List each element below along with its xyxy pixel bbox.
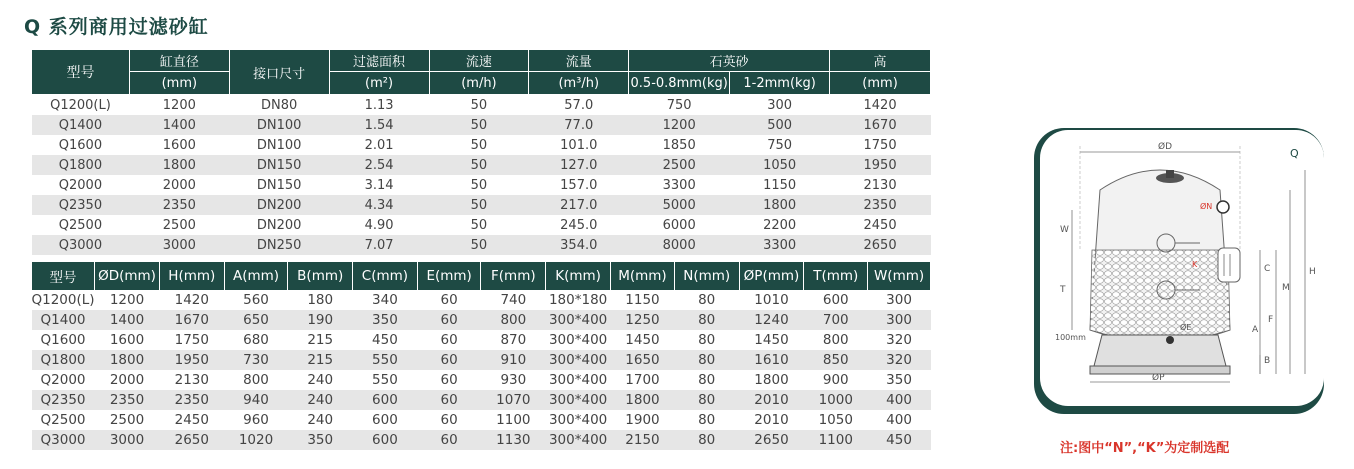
dim-table-row <box>32 310 931 330</box>
table-cell: 740 <box>500 292 527 308</box>
table-cell: 2350 <box>830 195 931 215</box>
dim-header-cell: W(mm) <box>868 262 931 290</box>
table-cell: DN150 <box>256 177 302 193</box>
table-cell: 1000 <box>804 390 868 410</box>
spec-table <box>31 49 931 255</box>
table-cell: 320 <box>886 332 912 348</box>
table-cell: 300*400 <box>546 430 611 450</box>
table-cell: Q2500 <box>40 412 86 428</box>
table-cell: DN100 <box>229 115 329 135</box>
spec-table-row <box>32 235 931 255</box>
table-cell: 500 <box>730 115 830 135</box>
table-cell: 60 <box>417 350 481 370</box>
dim-header-cell: B(mm) <box>288 262 353 290</box>
table-cell: 240 <box>307 412 334 428</box>
table-cell: 215 <box>288 350 353 370</box>
dim-header-cell: F(mm) <box>481 262 546 290</box>
table-cell: 600 <box>353 430 418 450</box>
table-cell: 1130 <box>481 430 546 450</box>
table-cell: 600 <box>353 390 418 410</box>
table-cell: 1.13 <box>364 97 394 113</box>
table-cell: Q1800 <box>32 155 130 175</box>
table-cell: 1750 <box>174 332 209 348</box>
table-cell: 60 <box>440 292 458 308</box>
table-cell: Q1200(L) <box>31 292 95 308</box>
table-cell: 4.90 <box>364 217 394 233</box>
table-cell: 80 <box>698 292 716 308</box>
table-cell: 2200 <box>763 217 797 233</box>
table-cell: 800 <box>822 332 849 348</box>
table-cell: 350 <box>886 372 912 388</box>
table-cell: 180 <box>307 292 334 308</box>
table-cell: 80 <box>698 412 716 428</box>
label-e: ØE <box>1180 323 1192 332</box>
table-cell: 217.0 <box>529 195 629 215</box>
table-cell: 50 <box>470 97 488 113</box>
table-cell: DN100 <box>256 137 302 153</box>
table-cell: 350 <box>288 430 353 450</box>
table-cell: 1100 <box>496 412 531 428</box>
table-cell: 240 <box>307 372 334 388</box>
table-cell: 80 <box>674 350 739 370</box>
table-cell: Q1400 <box>32 115 130 135</box>
table-cell: 300*400 <box>546 390 611 410</box>
label-d: ØD <box>1158 142 1173 152</box>
header-area: 过滤面积 <box>329 50 429 72</box>
table-cell: Q3000 <box>32 235 130 255</box>
label-m: M <box>1282 283 1290 293</box>
dim-header-cell: H(mm) <box>159 262 224 290</box>
dim-header-cell: ØD(mm) <box>95 262 160 290</box>
header-flow-unit: (m³/h) <box>529 72 629 95</box>
table-cell: 2130 <box>863 177 897 193</box>
table-cell: 1200 <box>629 115 730 135</box>
table-cell: 80 <box>674 430 739 450</box>
table-cell: 1100 <box>804 430 868 450</box>
table-cell: 60 <box>440 372 458 388</box>
table-cell: 60 <box>440 412 458 428</box>
table-cell: 300 <box>886 292 912 308</box>
table-cell: 2000 <box>162 177 196 193</box>
table-cell: 1900 <box>625 412 660 428</box>
header-flow: 流量 <box>529 50 629 72</box>
table-cell: 2350 <box>95 390 160 410</box>
label-w: W <box>1060 225 1069 235</box>
table-cell: Q1600 <box>58 137 103 153</box>
dim-header-cell: ØP(mm) <box>739 262 804 290</box>
table-cell: 1050 <box>818 412 853 428</box>
header-port: 接口尺寸 <box>229 50 329 95</box>
table-cell: 1670 <box>830 115 931 135</box>
header-speed-unit: (m/h) <box>429 72 529 95</box>
table-cell: 300*400 <box>548 412 608 428</box>
table-cell: 190 <box>288 310 353 330</box>
table-cell: 60 <box>417 390 481 410</box>
spec-table-row <box>32 175 931 195</box>
table-cell: 50 <box>470 217 488 233</box>
table-cell: 240 <box>288 390 353 410</box>
sand-filter-diagram <box>1040 130 1324 406</box>
table-cell: 80 <box>698 372 716 388</box>
table-cell: DN250 <box>229 235 329 255</box>
header-sand: 石英砂 <box>629 50 830 72</box>
table-cell: 50 <box>470 137 488 153</box>
dim-header-cell: K(mm) <box>546 262 611 290</box>
header-area-unit: (m²) <box>329 72 429 95</box>
table-cell: 1950 <box>159 350 224 370</box>
table-cell: 2010 <box>739 390 804 410</box>
table-cell: 60 <box>417 310 481 330</box>
table-cell: 50 <box>429 115 529 135</box>
spec-table-row <box>32 115 931 135</box>
header-height-unit: (mm) <box>830 72 931 95</box>
spec-table-row <box>32 215 931 235</box>
label-f: F <box>1268 315 1274 325</box>
table-cell: 450 <box>868 430 931 450</box>
label-series: Q <box>1290 147 1299 160</box>
label-p: ØP <box>1152 373 1165 383</box>
table-cell: 3300 <box>730 235 830 255</box>
table-cell: 300*400 <box>548 332 608 348</box>
table-cell: 1800 <box>95 350 160 370</box>
table-cell: 1020 <box>224 430 288 450</box>
table-cell: 750 <box>767 137 793 153</box>
table-cell: 350 <box>353 310 418 330</box>
label-t: T <box>1060 285 1066 295</box>
table-cell: 3300 <box>662 177 696 193</box>
table-cell: 180*180 <box>548 292 608 308</box>
dim-table-row <box>32 410 931 430</box>
table-cell: 50 <box>470 177 488 193</box>
table-cell: 1700 <box>625 372 660 388</box>
label-k: K <box>1192 260 1198 269</box>
table-cell: Q2000 <box>58 177 103 193</box>
table-cell: 700 <box>804 310 868 330</box>
dim-header-cell: 型号 <box>32 262 95 290</box>
table-cell: 4.34 <box>329 195 429 215</box>
table-cell: 50 <box>429 195 529 215</box>
dim-table-row <box>32 350 931 370</box>
table-cell: 800 <box>481 310 546 330</box>
dim-header-cell: N(mm) <box>674 262 739 290</box>
table-cell: 940 <box>224 390 288 410</box>
label-c: C <box>1264 264 1271 274</box>
table-cell: 300*400 <box>548 372 608 388</box>
table-cell: 2650 <box>739 430 804 450</box>
table-cell: DN80 <box>261 97 298 113</box>
table-cell: Q2500 <box>58 217 103 233</box>
table-cell: 1670 <box>159 310 224 330</box>
table-cell: 1.54 <box>329 115 429 135</box>
table-cell: 930 <box>500 372 527 388</box>
table-cell: 80 <box>674 310 739 330</box>
table-cell: 215 <box>307 332 334 348</box>
header-speed: 流速 <box>429 50 529 72</box>
table-cell: 1600 <box>162 137 196 153</box>
table-cell: 2450 <box>174 412 209 428</box>
table-cell: 1420 <box>174 292 209 308</box>
table-cell: 1240 <box>739 310 804 330</box>
table-cell: 2450 <box>863 217 897 233</box>
table-cell: 2350 <box>159 390 224 410</box>
table-cell: 960 <box>243 412 269 428</box>
table-cell: 1600 <box>109 332 145 348</box>
header-diameter-unit: (mm) <box>129 72 229 95</box>
table-cell: 3.14 <box>364 177 394 193</box>
table-cell: DN200 <box>256 217 302 233</box>
table-cell: 1200 <box>109 292 145 308</box>
table-cell: 1010 <box>754 292 789 308</box>
table-cell: 680 <box>243 332 269 348</box>
table-cell: 354.0 <box>529 235 629 255</box>
table-cell: 910 <box>481 350 546 370</box>
table-cell: 57.0 <box>564 97 594 113</box>
spec-table-row <box>32 95 931 116</box>
table-cell: 1800 <box>754 372 789 388</box>
table-cell: 77.0 <box>529 115 629 135</box>
table-cell: 2000 <box>109 372 145 388</box>
table-cell: 1800 <box>611 390 675 410</box>
table-cell: 1150 <box>763 177 797 193</box>
table-cell: 1450 <box>625 332 660 348</box>
table-cell: 2650 <box>159 430 224 450</box>
table-cell: 400 <box>868 390 931 410</box>
table-cell: 550 <box>353 350 418 370</box>
label-h: H <box>1309 267 1316 277</box>
table-cell: 850 <box>804 350 868 370</box>
table-cell: 1610 <box>739 350 804 370</box>
table-cell: 300*400 <box>546 310 611 330</box>
table-cell: 50 <box>429 155 529 175</box>
table-cell: 650 <box>224 310 288 330</box>
table-cell: DN150 <box>229 155 329 175</box>
spec-table-row <box>32 155 931 175</box>
table-cell: 3000 <box>129 235 229 255</box>
header-sand-coarse: 1-2mm(kg) <box>730 72 830 95</box>
table-cell: 2500 <box>629 155 730 175</box>
table-cell: 450 <box>372 332 398 348</box>
table-cell: 60 <box>417 430 481 450</box>
dim-header-cell: C(mm) <box>353 262 418 290</box>
table-cell: 300 <box>767 97 793 113</box>
table-cell: Q2350 <box>32 390 95 410</box>
dim-header-cell: M(mm) <box>611 262 675 290</box>
label-a: A <box>1252 325 1259 335</box>
table-cell: 1200 <box>162 97 196 113</box>
table-cell: 80 <box>674 390 739 410</box>
table-cell: 2130 <box>174 372 209 388</box>
dim-table-row <box>32 390 931 410</box>
table-cell: 3000 <box>95 430 160 450</box>
table-cell: 6000 <box>662 217 696 233</box>
table-cell: 2500 <box>162 217 196 233</box>
header-sand-fine: 0.5-0.8mm(kg) <box>629 72 730 95</box>
page-title: Q 系列商用过滤砂缸 <box>24 16 209 38</box>
dim-table-row <box>32 430 931 450</box>
table-cell: 1050 <box>730 155 830 175</box>
table-cell: 2010 <box>754 412 789 428</box>
dim-header-cell: A(mm) <box>224 262 288 290</box>
header-model: 型号 <box>32 50 130 95</box>
label-100mm: 100mm <box>1055 333 1086 342</box>
table-cell: 8000 <box>629 235 730 255</box>
table-cell: 60 <box>440 332 458 348</box>
table-cell: 300*400 <box>546 350 611 370</box>
table-cell: 50 <box>429 235 529 255</box>
table-cell: 1650 <box>611 350 675 370</box>
table-cell: Q3000 <box>32 430 95 450</box>
table-cell: 127.0 <box>529 155 629 175</box>
table-cell: 2150 <box>611 430 675 450</box>
table-cell: 870 <box>500 332 527 348</box>
table-cell: 1850 <box>662 137 696 153</box>
table-cell: Q1600 <box>40 332 86 348</box>
diagram-card <box>1040 130 1324 406</box>
table-cell: Q1200(L) <box>50 97 111 113</box>
dim-table-row <box>32 330 931 350</box>
table-cell: 1070 <box>481 390 546 410</box>
table-cell: 245.0 <box>560 217 598 233</box>
table-cell: 2650 <box>830 235 931 255</box>
table-cell: 1800 <box>730 195 830 215</box>
table-cell: 2.54 <box>329 155 429 175</box>
label-b: B <box>1264 356 1271 366</box>
table-cell: 1800 <box>129 155 229 175</box>
table-cell: 900 <box>822 372 849 388</box>
footnote: 注:图中“N”,“K”为定制选配 <box>1060 441 1230 456</box>
label-n: ØN <box>1200 202 1213 211</box>
header-height: 高 <box>830 50 931 72</box>
table-cell: 1950 <box>830 155 931 175</box>
table-cell: 1450 <box>754 332 789 348</box>
table-cell: Q1400 <box>32 310 95 330</box>
table-cell: 1150 <box>625 292 660 308</box>
table-cell: Q2000 <box>40 372 86 388</box>
dim-header-cell: E(mm) <box>417 262 481 290</box>
table-cell: 80 <box>698 332 716 348</box>
table-cell: 7.07 <box>329 235 429 255</box>
table-cell: 600 <box>372 412 398 428</box>
table-cell: 5000 <box>629 195 730 215</box>
spec-table-row <box>32 135 931 155</box>
table-cell: 730 <box>224 350 288 370</box>
table-cell: 340 <box>372 292 398 308</box>
dim-table-row <box>32 290 931 310</box>
table-cell: 1750 <box>863 137 897 153</box>
table-cell: 1400 <box>95 310 160 330</box>
table-cell: Q1800 <box>32 350 95 370</box>
table-cell: DN200 <box>229 195 329 215</box>
table-cell: 750 <box>666 97 692 113</box>
table-cell: 2500 <box>109 412 145 428</box>
dim-table-row <box>32 370 931 390</box>
table-cell: 560 <box>243 292 269 308</box>
table-cell: 550 <box>372 372 398 388</box>
table-cell: 400 <box>886 412 912 428</box>
table-cell: 600 <box>822 292 849 308</box>
table-cell: 157.0 <box>560 177 598 193</box>
table-cell: Q2350 <box>32 195 130 215</box>
dimension-table <box>31 262 931 450</box>
table-cell: 1420 <box>863 97 897 113</box>
spec-table-row <box>32 195 931 215</box>
table-cell: 1250 <box>611 310 675 330</box>
table-cell: 1400 <box>129 115 229 135</box>
table-cell: 800 <box>243 372 269 388</box>
table-cell: 2.01 <box>364 137 394 153</box>
header-diameter: 缸直径 <box>129 50 229 72</box>
table-cell: 300 <box>868 310 931 330</box>
table-cell: 2350 <box>129 195 229 215</box>
table-cell: 101.0 <box>560 137 598 153</box>
table-cell: 320 <box>868 350 931 370</box>
dim-header-cell: T(mm) <box>804 262 868 290</box>
